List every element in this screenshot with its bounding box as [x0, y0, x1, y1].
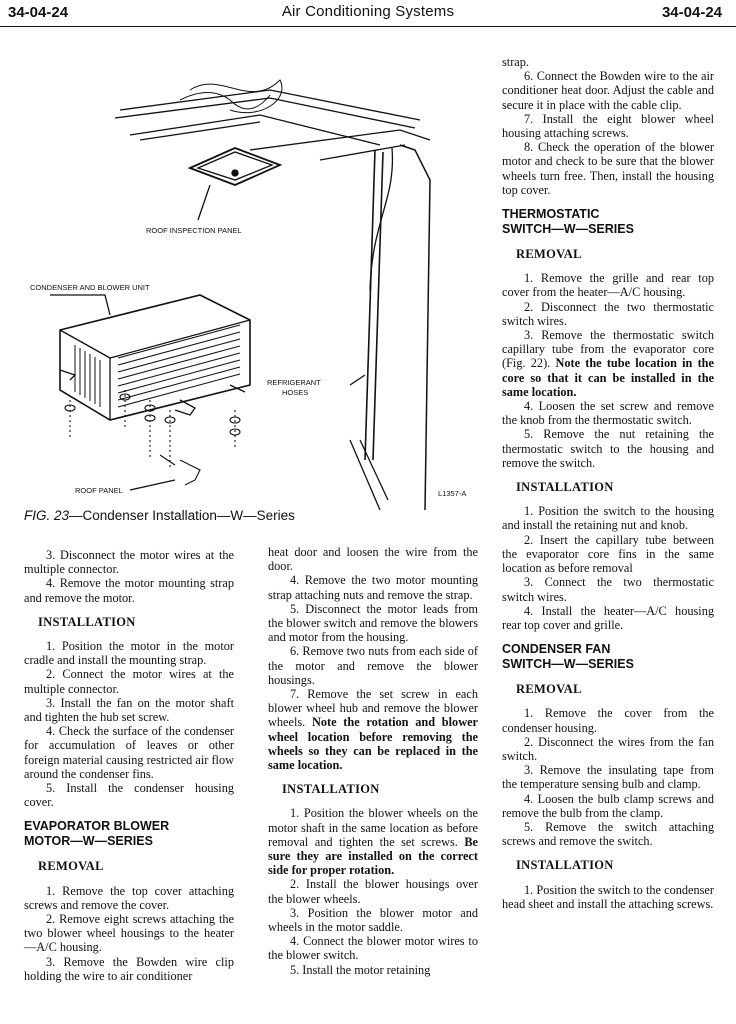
step-paragraph — [24, 884, 234, 912]
step-paragraph — [502, 575, 714, 603]
paragraph-text: 5. Install the condenser housing cover. — [24, 781, 234, 810]
paragraph-text: 1. Remove the cover from the condenser housing. — [502, 706, 714, 735]
subsection-heading — [24, 615, 234, 629]
paragraph-text: 2. Insert the capillary tube between the evaporator core fins in the same location as before removal — [502, 532, 714, 576]
step-paragraph — [24, 912, 234, 955]
paragraph-text: 3. Install the fan on the motor shaft and tighten the hub set screw. — [24, 695, 234, 725]
step-paragraph — [502, 504, 714, 532]
paragraph-text: 4. Check the surface of the condenser for accumulation of leaves or other foreign material causing restricted air flow around the condenser fins. — [24, 724, 234, 781]
text-column-1 — [24, 548, 234, 983]
paragraph-text: 3. Connect the two thermostatic switch wires. — [502, 575, 714, 604]
spacer — [268, 772, 478, 782]
step-paragraph — [502, 69, 714, 112]
paragraph-text: strap. — [502, 55, 529, 69]
paragraph-text: SWITCH—W—SERIES — [502, 222, 634, 237]
step-paragraph — [502, 328, 714, 399]
step-paragraph — [268, 602, 478, 645]
paragraph-text: 4. Loosen the set screw and remove the knob from the thermostatic switch. — [502, 399, 714, 428]
paragraph-text: 5. Remove the nut retaining the thermostatic switch to the housing and remove the switch. — [502, 427, 714, 470]
section-heading — [502, 222, 714, 237]
paragraph-text: 2. Disconnect the two thermostatic switch wires. — [502, 299, 714, 328]
spacer — [24, 605, 234, 615]
section-heading — [502, 657, 714, 672]
spacer — [24, 809, 234, 819]
text-column-2 — [268, 545, 478, 977]
paragraph-text: 2. Disconnect the wires from the fan switch. — [502, 734, 714, 763]
paragraph-text: 7. Install the eight blower wheel housing attaching screws. — [502, 111, 714, 141]
paragraph-text: INSTALLATION — [38, 614, 136, 629]
label-refrigerant: REFRIGERANT — [267, 378, 321, 387]
step-paragraph — [502, 706, 714, 734]
emphasis-note: Note the tube location in the core so that it can be installed in the same location. — [502, 356, 714, 399]
emphasis-note: Be sure they are installed on the correct side for proper rotation. — [268, 834, 478, 878]
step-paragraph — [24, 667, 234, 695]
spacer — [502, 237, 714, 247]
page-header — [0, 0, 736, 27]
spacer — [502, 470, 714, 480]
paragraph-text: 4. Loosen the bulb clamp screws and remove the bulb from the clamp. — [502, 791, 714, 820]
section-heading — [502, 642, 714, 657]
figure-code: L1357-A — [438, 489, 467, 498]
text-column-3 — [502, 55, 714, 911]
step-paragraph — [502, 427, 714, 470]
step-paragraph — [24, 576, 234, 604]
paragraph-text: INSTALLATION — [282, 782, 380, 797]
figure-caption — [24, 508, 295, 523]
label-hoses: HOSES — [282, 388, 309, 397]
step-paragraph — [24, 696, 234, 724]
step-paragraph — [502, 533, 714, 576]
spacer — [502, 261, 714, 271]
paragraph-text: 6. Connect the Bowden wire to the air conditioner heat door. Adjust the cable and secure it in place with the cable clip. — [502, 69, 714, 112]
paragraph-text: MOTOR—W—SERIES — [24, 834, 153, 849]
paragraph-text: EVAPORATOR BLOWER — [24, 819, 170, 834]
subsection-heading — [268, 782, 478, 796]
paragraph-text: 1. Position the motor in the motor cradle and install the mounting strap. — [24, 639, 234, 668]
spacer — [24, 849, 234, 859]
label-condenser-blower-unit: CONDENSER AND BLOWER UNIT — [30, 283, 150, 292]
caption-figure-number: FIG. 23 — [24, 508, 70, 523]
paragraph-text: 3. Remove the Bowden wire clip holding the wire to air conditioner — [24, 954, 234, 983]
step-paragraph — [268, 934, 478, 962]
condenser-installation-figure — [20, 40, 490, 520]
emphasis-note: Note the rotation and blower wheel location before removing the wheels so they can be replaced in the same location. — [268, 715, 478, 773]
paragraph-text: 2. Connect the motor wires at the multiple connector. — [24, 667, 234, 696]
paragraph-text: 1. Remove the grille and rear top cover from the heater—A/C housing. — [502, 271, 714, 300]
step-paragraph — [268, 545, 478, 573]
step-paragraph — [502, 735, 714, 763]
paragraph-text: heat door and loosen the wire from the door. — [268, 545, 478, 574]
paragraph-text: 2. Install the blower housings over the blower wheels. — [268, 877, 478, 906]
paragraph-text: 3. Remove the thermostatic switch capillary tube from the evaporator core (Fig. 22). — [502, 328, 714, 371]
paragraph-text: INSTALLATION — [516, 858, 614, 873]
paragraph-text: 1. Position the switch to the condenser head sheet and install the attaching screws. — [502, 882, 714, 911]
paragraph-text: 8. Check the operation of the blower motor and check to be sure that the blower wheels turn free. Then, install the housing top cover. — [502, 140, 714, 197]
paragraph-text: SWITCH—W—SERIES — [502, 657, 634, 672]
step-paragraph — [502, 55, 714, 69]
label-roof-panel: ROOF PANEL — [75, 486, 123, 495]
step-paragraph — [24, 724, 234, 781]
step-paragraph — [268, 877, 478, 905]
paragraph-text: 4. Remove the motor mounting strap and remove the motor. — [24, 576, 234, 605]
paragraph-text: 5. Disconnect the motor leads from the blower switch and remove the blowers and motor from the housing. — [268, 601, 478, 645]
label-roof-inspection-panel: ROOF INSPECTION PANEL — [146, 226, 242, 235]
paragraph-text: REMOVAL — [516, 247, 582, 262]
running-title: Air Conditioning Systems — [281, 3, 455, 20]
section-heading — [502, 207, 714, 222]
paragraph-text: INSTALLATION — [516, 480, 614, 495]
paragraph-text: 2. Remove eight screws attaching the two blower wheel housings to the heater—A/C housing. — [24, 912, 234, 955]
paragraph-text: 4. Install the heater—A/C housing rear top cover and grille. — [502, 603, 714, 632]
paragraph-text: 4. Connect the blower motor wires to the blower switch. — [268, 934, 478, 963]
step-paragraph — [502, 883, 714, 911]
section-heading — [24, 834, 234, 849]
step-paragraph — [502, 792, 714, 820]
step-paragraph — [268, 806, 478, 877]
subsection-heading — [24, 859, 234, 873]
step-paragraph — [502, 271, 714, 299]
step-paragraph — [24, 955, 234, 983]
spacer — [502, 873, 714, 883]
paragraph-text: 3. Remove the insulating tape from the temperature sensing bulb and clamp. — [502, 763, 714, 792]
step-paragraph — [24, 639, 234, 667]
subsection-heading — [502, 480, 714, 494]
spacer — [502, 848, 714, 858]
paragraph-text: CONDENSER FAN — [502, 642, 611, 657]
paragraph-text: 1. Position the blower wheels on the motor shaft in the same location as before removal and tighten the set screws. — [268, 806, 478, 849]
paragraph-text: 5. Remove the switch attaching screws and remove the switch. — [502, 819, 714, 849]
step-paragraph — [24, 548, 234, 576]
step-paragraph — [502, 140, 714, 197]
step-paragraph — [502, 820, 714, 848]
spacer — [24, 874, 234, 884]
paragraph-text: REMOVAL — [516, 682, 582, 697]
step-paragraph — [268, 573, 478, 601]
paragraph-text: 1. Remove the top cover attaching screws and remove the cover. — [24, 883, 234, 912]
paragraph-text: 1. Position the switch to the housing and install the retaining nut and knob. — [502, 504, 714, 533]
step-paragraph — [268, 963, 478, 977]
step-paragraph — [268, 644, 478, 687]
spacer — [502, 696, 714, 706]
paragraph-text: 4. Remove the two motor mounting strap attaching nuts and remove the strap. — [268, 573, 478, 602]
paragraph-text: 5. Install the motor retaining — [290, 962, 431, 977]
subsection-heading — [502, 858, 714, 872]
caption-text: —Condenser Installation—W—Series — [69, 508, 295, 523]
step-paragraph — [502, 763, 714, 791]
page-number-right: 34-04-24 — [661, 4, 722, 21]
paragraph-text: THERMOSTATIC — [502, 207, 600, 222]
step-paragraph — [268, 906, 478, 934]
spacer — [502, 632, 714, 642]
step-paragraph — [502, 604, 714, 632]
step-paragraph — [268, 687, 478, 772]
paragraph-text: 3. Position the blower motor and wheels in the motor saddle. — [268, 905, 478, 935]
page-number-left: 34-04-24 — [8, 4, 69, 21]
spacer — [24, 629, 234, 639]
section-heading — [24, 819, 234, 834]
step-paragraph — [502, 300, 714, 328]
spacer — [268, 796, 478, 806]
paragraph-text: 3. Disconnect the motor wires at the multiple connector. — [24, 548, 234, 577]
paragraph-text: 6. Remove two nuts from each side of the motor and remove the blower housings. — [268, 644, 478, 687]
paragraph-text: REMOVAL — [38, 859, 104, 874]
paragraph-text: 7. Remove the set screw in each blower wheel hub and remove the blower wheels. — [268, 687, 478, 730]
step-paragraph — [502, 399, 714, 427]
step-paragraph — [24, 781, 234, 809]
subsection-heading — [502, 247, 714, 261]
spacer — [502, 197, 714, 207]
spacer — [502, 494, 714, 504]
step-paragraph — [502, 112, 714, 140]
subsection-heading — [502, 682, 714, 696]
spacer — [502, 672, 714, 682]
